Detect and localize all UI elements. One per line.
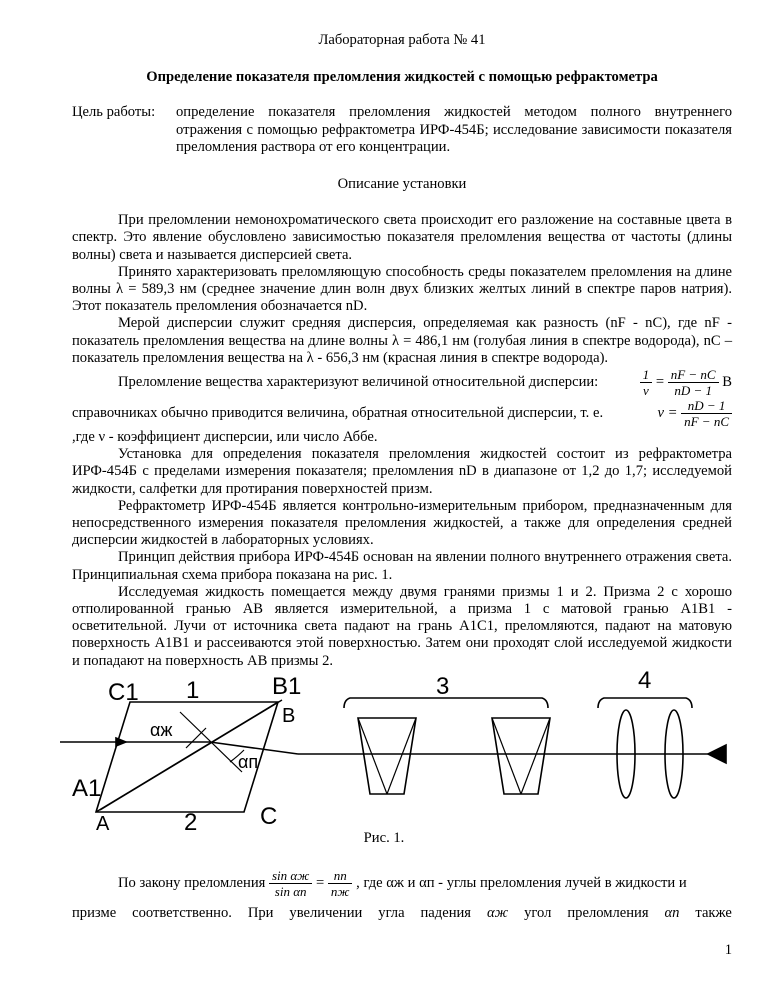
label-c: C	[260, 803, 278, 830]
refractometer-scheme-figure	[60, 670, 728, 830]
goal-label: Цель работы:	[72, 104, 156, 121]
law-word: αж	[486, 905, 509, 921]
page-number: 1	[724, 942, 732, 958]
formula1-den: nD − 1	[674, 383, 712, 399]
formula2-num: nD − 1	[681, 398, 732, 414]
page-body	[72, 22, 732, 670]
paragraph-6: ,где ν - коэффициент дисперсии, или число Аббе.	[72, 429, 378, 446]
label-b: B	[282, 705, 296, 727]
formula2-den: nF − nC	[684, 414, 729, 430]
label-1: 1	[186, 677, 200, 704]
label-alpha-zh: αж	[150, 720, 173, 740]
law-word: αп	[664, 905, 680, 921]
refraction-law-line-2	[72, 905, 732, 922]
paragraph-5: справочниках обычно приводится величина, обратная относительной дисперсии, т. е.	[72, 404, 604, 421]
law-word: преломления	[567, 905, 649, 921]
page-title: Определение показателя преломления жидкостей с помощью рефрактометра	[146, 69, 658, 86]
law-den-2: nж	[330, 884, 350, 899]
angle-arc-zh	[186, 728, 206, 748]
paragraph-8: Рефрактометр ИРФ-454Б является контрольно-измерительным прибором, предназначенным для непосредственного измерения показателя преломления жидкостей, а также для определения средней дисперсии жидкостей в лабораторных условиях.	[72, 497, 732, 549]
label-4: 4	[638, 670, 652, 694]
law-word: увеличении	[289, 905, 363, 921]
bracket-4	[598, 698, 692, 708]
relative-dispersion-formula: $\frac{1}{\nu}$ = $\frac{nF - nC}{nD - 1}$ В	[640, 367, 732, 398]
goal-block	[72, 104, 732, 156]
law-word: соответственно.	[132, 905, 232, 921]
eye-icon	[708, 745, 726, 763]
formula1-num: nF − nC	[668, 367, 719, 383]
law-prefix: По закону преломления	[118, 874, 266, 891]
label-3: 3	[436, 673, 450, 700]
formula2-lhs: ν =	[657, 404, 678, 421]
paragraph-3: Мерой дисперсии служит средняя дисперсия, определяемая как разность (nF - nC), где nF - показатель преломления вещества на длине волны λ = 486,1 нм (голубая линия в спектре водорода), nC – показатель преломления вещества на λ - 656,3 нм (красная линия в спектре водорода).	[72, 315, 732, 366]
paragraph-4-left: Преломление вещества характеризуют величиной относительной дисперсии:	[118, 373, 599, 390]
prism-3a	[358, 718, 416, 794]
paragraph-9: Принцип действия прибора ИРФ-454Б основан на явлении полного внутреннего отражения света. Принципиальная схема прибора показана на рис. 1.	[72, 549, 732, 583]
figure-caption: Рис. 1.	[363, 830, 405, 846]
abbe-number-formula	[657, 398, 732, 429]
label-c1: C1	[108, 679, 139, 706]
law-den-1: sin αп	[274, 884, 307, 899]
section-title: Описание установки	[337, 176, 467, 193]
label-alpha-p: αп	[238, 752, 259, 772]
goal-text: определение показателя преломления жидкостей методом полного внутреннего отражения с помощью рефрактометра ИРФ-454Б; исследование зависимости показателя преломления раствора от его концентрации.	[176, 104, 732, 155]
paragraph-4-right: В	[722, 373, 732, 390]
law-word: угла	[378, 905, 405, 921]
prism-3b	[492, 718, 550, 794]
paragraph-7: Установка для определения показателя преломления жидкостей состоит из рефрактометра ИРФ-454Б с пределами измерения показателя; преломления nD в диапазоне от 1,2 до 1,7; исследуемой жидкости, салфетки для протирания поверхностей призм.	[72, 446, 732, 497]
label-a: A	[96, 813, 110, 830]
law-word: падения	[420, 905, 472, 921]
label-b1: B1	[272, 673, 302, 700]
law-word: также	[695, 905, 732, 921]
formula1-lhs-num: 1	[640, 367, 653, 383]
ray-arrow-icon	[116, 738, 126, 746]
law-num-1: sin αж	[269, 868, 312, 884]
formula-row-2	[72, 398, 732, 429]
law-suffix: , где αж и αп - углы преломления лучей в жидкости и	[356, 874, 687, 891]
prism-3b-line-2	[521, 718, 550, 794]
paragraph-2: Принято характеризовать преломляющую способность среды показателем преломления на длине волны λ = 589,3 нм (среднее значение длин волн двух близких желтых линий в спектре паров натрия). Этот показатель преломления обозначается nD.	[72, 263, 732, 315]
law-num-2: nп	[328, 868, 353, 884]
prism-3a-line-2	[387, 718, 416, 794]
paragraph-10: Исследуемая жидкость помещается между двумя гранями призмы 1 и 2. Призма 2 с хорошо отполированной гранью AB является измерительной, а призма 1 с матовой гранью A1B1 - осветительной. Лучи от источника света падают на грань A1C1, преломляются, падают на матовую поверхность A1B1 и рассеиваются этой поверхностью. Затем они проходят слой исследуемой жидкости и попадают на поверхность AB призмы 2.	[72, 583, 732, 669]
paragraph-1: При преломлении немонохроматического света происходит его разложение на составные цвета в спектр. Это явление обусловлено зависимостью показателя преломления вещества от частоты (длины волны) света и называется дисперсией света.	[72, 212, 732, 263]
law-word: призме	[72, 905, 117, 921]
refraction-law-line: По закону преломления sin αж sin αп = nп nж , где αж и αп - углы преломления лучей в жидкости и	[118, 868, 687, 899]
law-word: угол	[524, 905, 552, 921]
formula-row-1	[72, 367, 732, 398]
label-2: 2	[184, 809, 198, 830]
law-word: При	[247, 905, 274, 921]
prism-3b-line-1	[492, 718, 521, 794]
label-a1: A1	[72, 775, 102, 802]
formula1-lhs-den: ν	[643, 383, 649, 399]
lab-number: Лабораторная работа № 41	[318, 32, 486, 48]
prism-3a-line-1	[358, 718, 387, 794]
